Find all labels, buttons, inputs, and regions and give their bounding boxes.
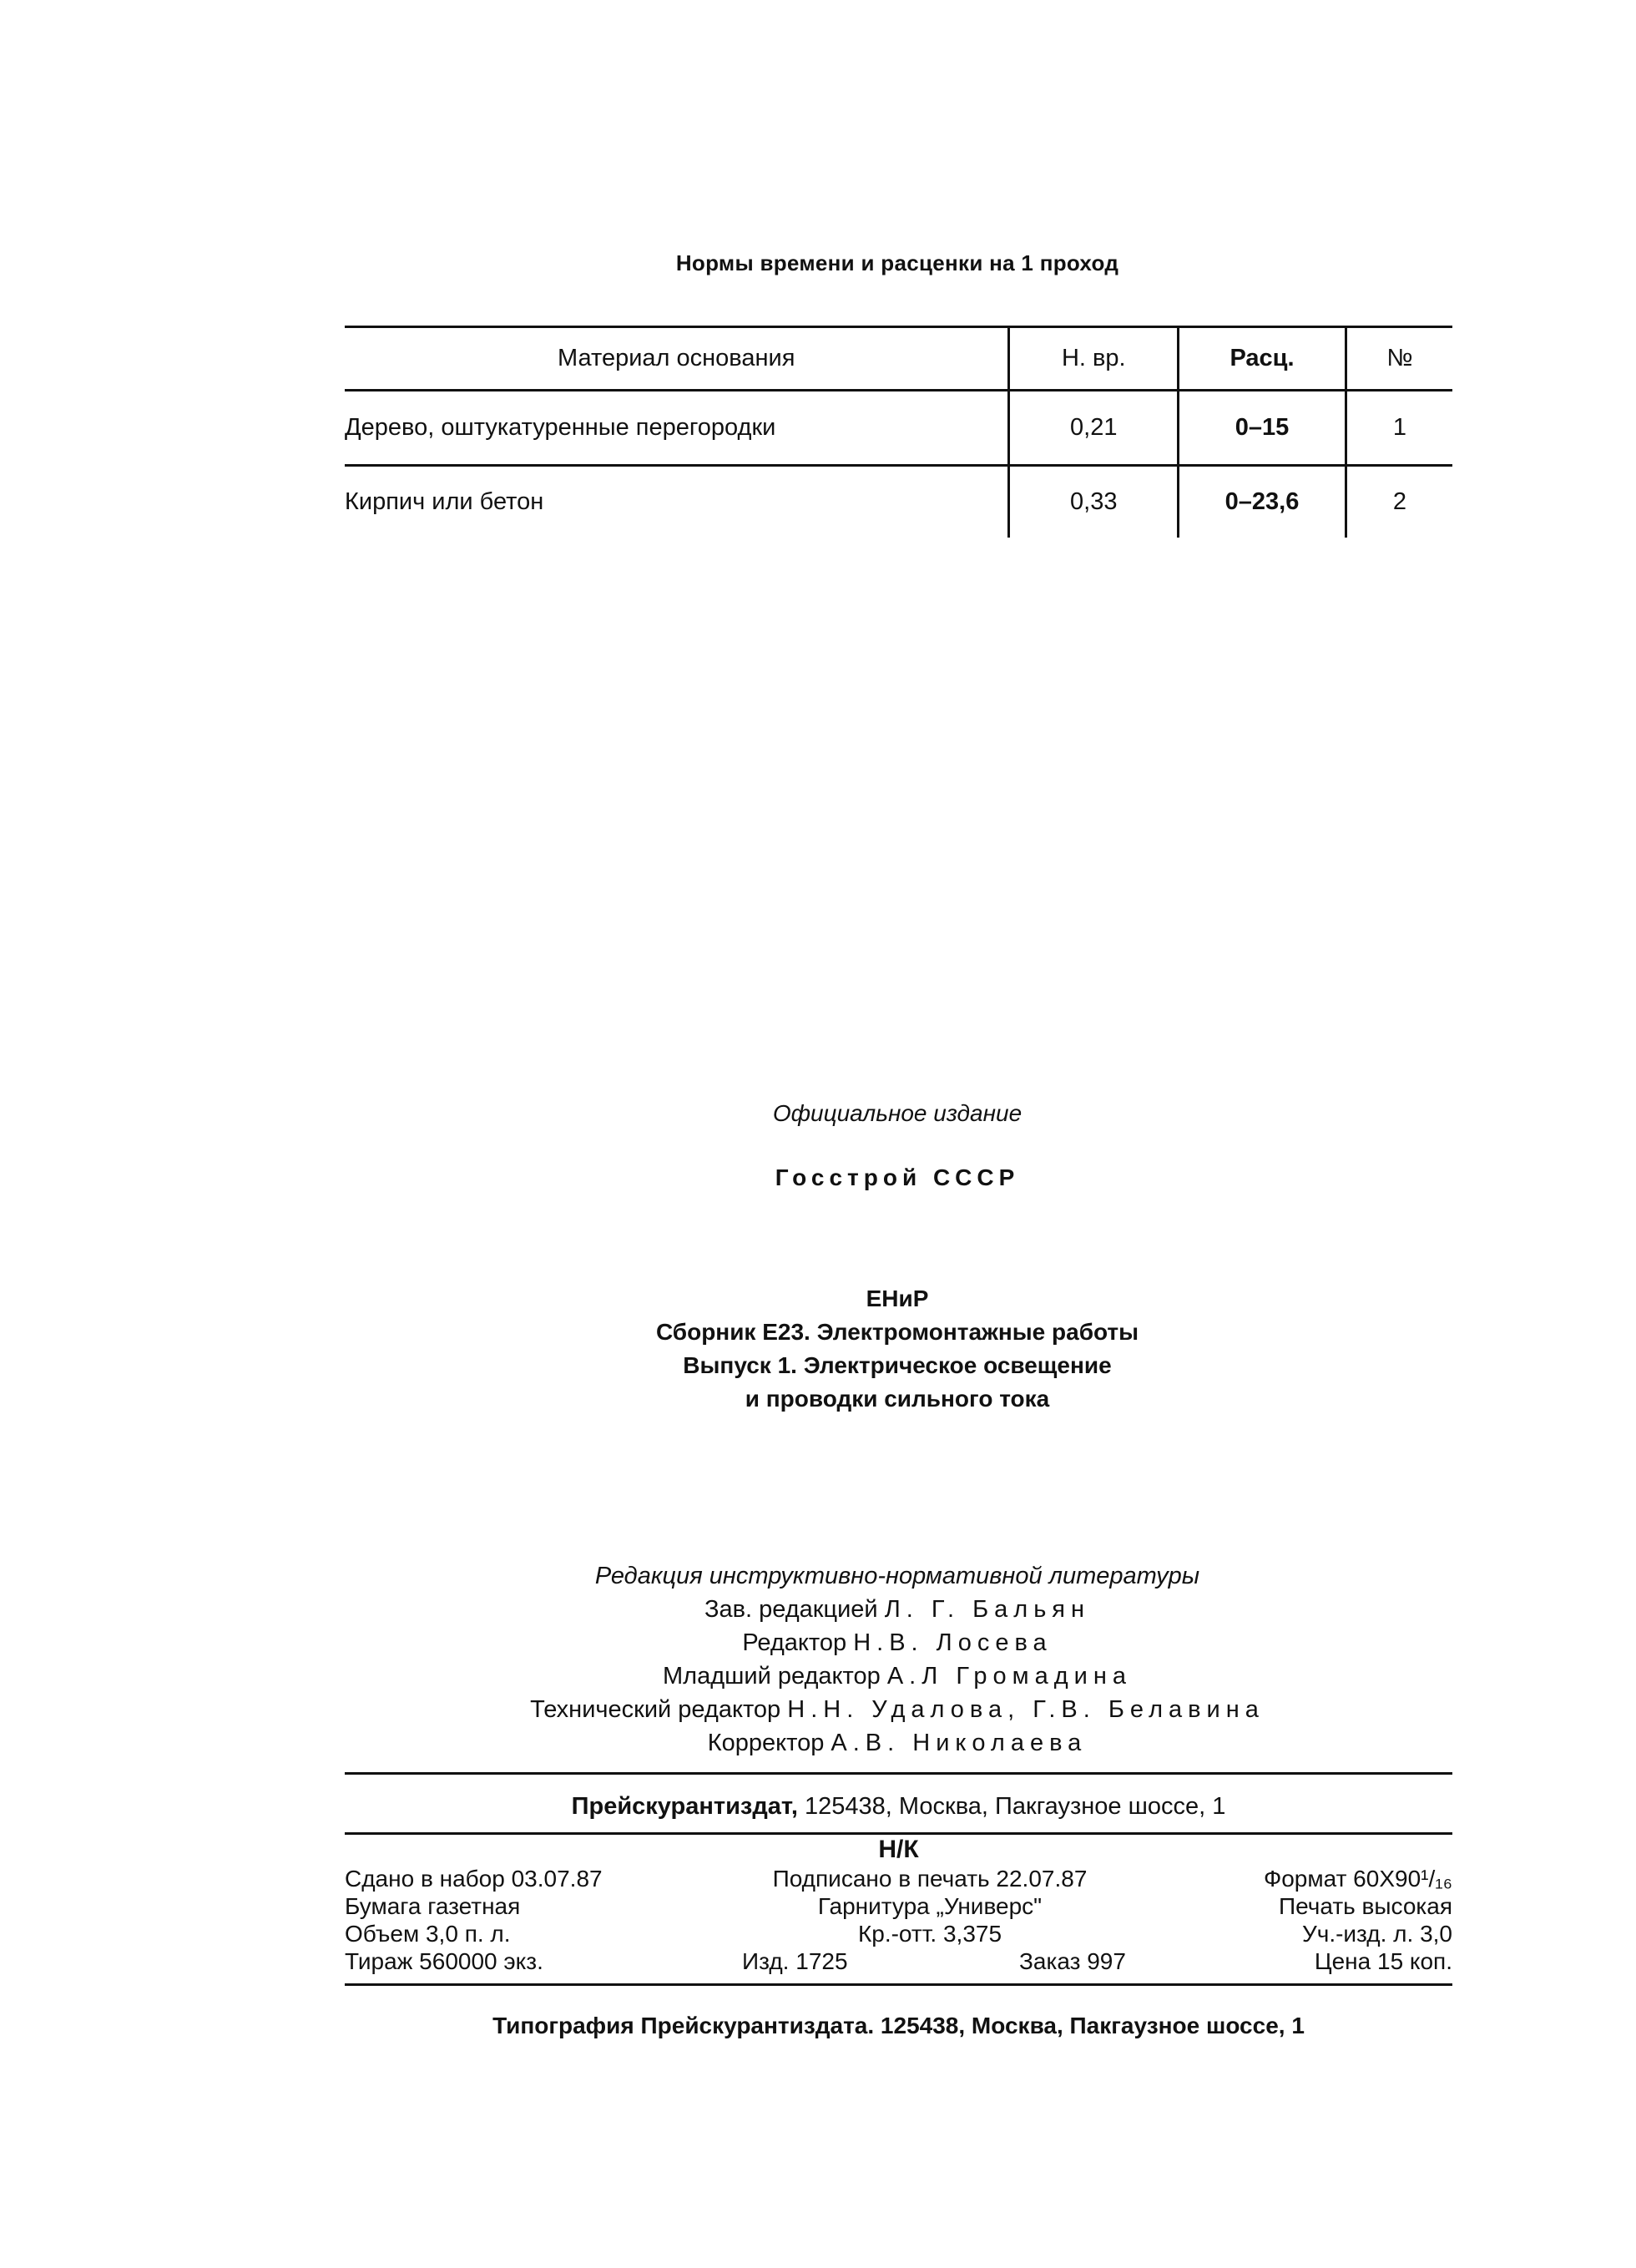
typography-line: Типография Прейскурантиздата. 125438, Москва, Пакгаузное шоссе, 1 <box>492 2013 1305 2038</box>
imprint-signed: Подписано в печать 22.07.87 <box>772 1866 1088 1892</box>
editor-role: Младший редактор <box>663 1663 881 1690</box>
imprint-print: Печать высокая <box>1279 1893 1452 1919</box>
header-norm: Н. вр. <box>1009 327 1179 391</box>
imprint-format: Формат 60Х90¹/₁₆ <box>1263 1866 1452 1892</box>
imprint-row <box>345 1865 1452 1892</box>
cell-material: Кирпич или бетон <box>345 487 544 515</box>
book-title-line: Выпуск 1. Электрическое освещение <box>683 1352 1112 1378</box>
divider <box>345 1983 1452 1986</box>
editor-name: Н.В. Лосева <box>853 1629 1053 1656</box>
editor-line <box>0 1626 1636 1659</box>
imprint-price: Цена 15 коп. <box>1314 1948 1452 1974</box>
editor-name: Л. Г. Бальян <box>884 1596 1091 1623</box>
book-title-line: и проводки сильного тока <box>745 1386 1050 1412</box>
editorial-office: Редакция инструктивно-нормативной литературы <box>594 1563 1200 1589</box>
editor-role: Корректор <box>707 1730 825 1756</box>
imprint-uch: Уч.-изд. л. 3,0 <box>1301 1921 1452 1947</box>
editor-line <box>0 1659 1636 1693</box>
divider <box>345 1832 1452 1835</box>
gosstroy: Госстрой СССР <box>775 1164 1020 1190</box>
table-row <box>345 391 1452 466</box>
book-title-line: ЕНиР <box>866 1286 929 1311</box>
header-number: № <box>1346 327 1452 391</box>
book-title <box>0 1282 1636 1416</box>
imprint-sent: Сдано в набор 03.07.87 <box>345 1866 603 1892</box>
divider <box>345 1772 1452 1775</box>
book-title-line: Сборник Е23. Электромонтажные работы <box>655 1319 1139 1345</box>
editor-line <box>0 1726 1636 1760</box>
table-header-row <box>345 327 1452 391</box>
table-row <box>345 466 1452 538</box>
cell-rate: 0–23,6 <box>1179 466 1346 538</box>
cell-rate: 0–15 <box>1179 391 1346 466</box>
header-rate: Расц. <box>1179 327 1346 391</box>
imprint-paper: Бумага газетная <box>345 1893 521 1919</box>
imprint-row <box>345 1920 1452 1947</box>
imprint-kr-ott: Кр.-отт. 3,375 <box>857 1921 1002 1947</box>
editor-name: А.В. Николаева <box>831 1730 1088 1756</box>
editor-line <box>0 1593 1636 1626</box>
editor-role: Технический редактор <box>530 1696 781 1723</box>
header-material: Материал основания <box>345 327 1009 391</box>
imprint-volume: Объем 3,0 п. л. <box>345 1921 511 1947</box>
editor-role: Зав. редакцией <box>704 1596 878 1623</box>
editor-name: Н.Н. Удалова, Г.В. Белавина <box>787 1696 1265 1723</box>
editors-block <box>0 1559 1636 1760</box>
norms-table <box>345 326 1452 538</box>
official-edition: Официальное издание <box>772 1100 1022 1126</box>
publisher-address: 125438, Москва, Пакгаузное шоссе, 1 <box>805 1793 1226 1820</box>
editor-line <box>0 1693 1636 1726</box>
cell-number: 2 <box>1346 466 1452 538</box>
cell-norm: 0,21 <box>1009 391 1179 466</box>
cell-norm: 0,33 <box>1009 466 1179 538</box>
imprint-row <box>345 1947 1452 1975</box>
editor-role: Редактор <box>742 1629 847 1656</box>
imprint-block <box>345 1865 1452 1975</box>
publisher-line <box>345 1793 1452 1821</box>
editor-name: А.Л Громадина <box>886 1663 1132 1690</box>
imprint-run: Тираж 560000 экз. <box>345 1948 543 1974</box>
imprint-order: Заказ 997 <box>1019 1948 1126 1974</box>
imprint-izd: Изд. 1725 <box>742 1948 848 1974</box>
publisher-name: Прейскурантиздат, <box>571 1793 798 1820</box>
cell-number: 1 <box>1346 391 1452 466</box>
cell-material: Дерево, оштукатуренные перегородки <box>345 391 1009 466</box>
table-title: Нормы времени и расценки на 1 проход <box>675 250 1119 275</box>
nk-mark: Н/К <box>878 1836 919 1863</box>
imprint-typeface: Гарнитура „Универс" <box>817 1893 1043 1919</box>
imprint-row <box>345 1892 1452 1920</box>
